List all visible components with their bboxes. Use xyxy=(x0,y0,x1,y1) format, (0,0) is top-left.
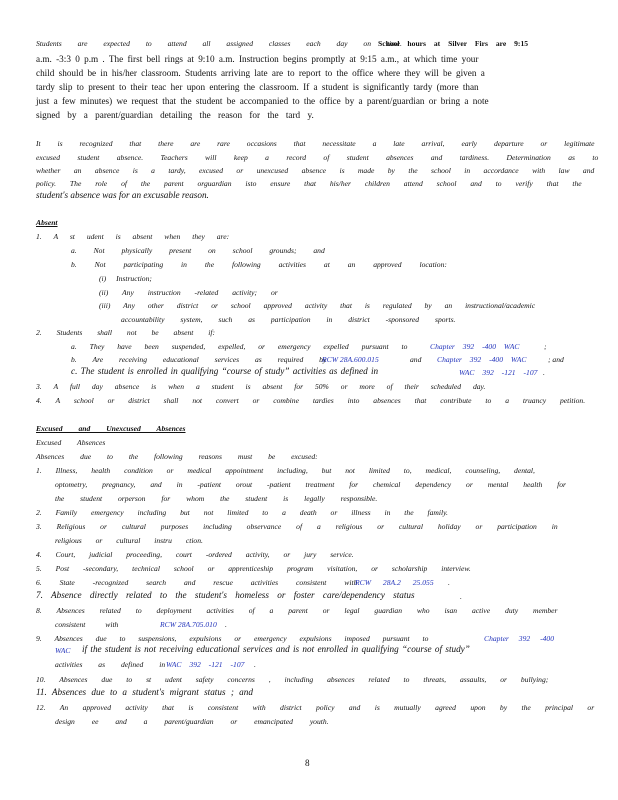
absent-item-2c: c. The student is enrolled in qualifying “course of study” activities as defined in xyxy=(71,366,379,376)
excused-item-9-period: . xyxy=(254,660,256,669)
absent-item-1b: b. Not participating in the following activities at an approved location: xyxy=(71,260,447,269)
absent-item-1b-iii: (iii) Any other district or school approved activity that is regulated by an instructional/academic xyxy=(99,301,536,310)
page-number: 8 xyxy=(305,758,310,768)
excused-subheading: Excused Absences xyxy=(36,438,106,447)
excused-item-12: 12. An approved activity that is consistent with district policy and is mutually agreed upon by the principal or xyxy=(36,703,595,712)
link-wac-392-121-107-b[interactable]: WAC 392 -121 -107 xyxy=(166,660,245,669)
excused-item-6-period: . xyxy=(448,578,450,587)
para2-line-3: whether an absence is a tardy, excused or unexcused absence is made by the school in accordance with law and xyxy=(36,166,595,175)
absent-item-2a: a. They have been suspended, expelled, or emergency expelled pursuant to xyxy=(71,342,408,351)
excused-item-6: 6. State -recognized search and rescue activities consistent with xyxy=(36,578,358,587)
excused-item-9-cont-2: activities as defined in xyxy=(55,660,166,669)
para2-line-4: policy. The role of the parent orguardian isto ensure that his/her children attend school and to verify that the xyxy=(36,179,582,188)
link-chapter-392-400-a[interactable]: Chapter 392 -400 WAC xyxy=(430,342,520,351)
excused-item-1-cont-1: optometry, pregnancy, and in -patient orout -patient treatment for chemical dependency or mental health for xyxy=(55,480,566,489)
excused-item-8-cont: consistent with xyxy=(55,620,119,629)
link-rcw-28a-705-010[interactable]: RCW 28A.705.010 xyxy=(160,620,217,629)
excused-item-7-period: . xyxy=(460,592,462,601)
absent-item-1b-i: (i) Instruction; xyxy=(99,274,152,283)
para1-line-3: child should be in his/her classroom. Students arriving late are to report to the office where they will be given a xyxy=(36,68,485,78)
link-rcw-28a-600-015[interactable]: RCW 28A.600.015 xyxy=(322,355,379,364)
absent-item-2: 2. Students shall not be absent if: xyxy=(36,328,216,337)
absent-item-3: 3. A full day absence is when a student is absent for 50% or more of their scheduled day. xyxy=(36,382,486,391)
excused-item-5: 5. Post -secondary, technical school or apprenticeship program visitation, or scholarship interview. xyxy=(36,564,471,573)
absent-item-2b-suffix: ; and xyxy=(548,355,564,364)
excused-item-8: 8. Absences related to deployment activities of a parent or legal guardian who isan active duty member xyxy=(36,606,558,615)
absent-item-1a: a. Not physically present on school grounds; and xyxy=(71,246,325,255)
excused-heading: Excused and Unexcused Absences xyxy=(36,424,186,433)
school-hours-text: School hours at Silver Firs are 9:15 xyxy=(378,39,529,48)
excused-item-9-cont: if the student is not receiving educational services and is not enrolled in qualifying “course of study” xyxy=(82,644,470,654)
absent-item-1b-iii-cont: accountability system, such as participation in district -sponsored sports. xyxy=(121,315,456,324)
absent-heading: Absent xyxy=(36,218,58,227)
excused-item-1-cont-2: the student orperson for whom the student is legally responsible. xyxy=(55,494,378,503)
para1-line-5: just a few minutes) we request that the student be accompanied to the office by a parent/guardian or bring a note xyxy=(36,96,489,106)
para1-line-6: signed by a parent/guardian detailing the reason for the tard y. xyxy=(36,110,314,120)
link-chapter-392-400-b[interactable]: Chapter 392 -400 WAC xyxy=(437,355,527,364)
link-wac[interactable]: WAC xyxy=(55,646,71,655)
link-wac-392-121-107-a[interactable]: WAC 392 -121 -107 xyxy=(459,368,538,377)
link-chapter-392-400-c[interactable]: Chapter 392 -400 xyxy=(484,634,554,643)
para2-line-2: excused student absence. Teachers will keep a record of student absences and tardiness. Determination as to xyxy=(36,153,599,162)
para2-line-1: It is recognized that there are rare occasions that necessitate a late arrival, early departure or legitimate xyxy=(36,139,595,148)
excused-item-1: 1. Illness, health condition or medical appointment including, but not limited to, medical, counseling, dental, xyxy=(36,466,535,475)
excused-item-3-cont: religious or cultural instru ction. xyxy=(55,536,203,545)
para2-line-5: student's absence was for an excusable reason. xyxy=(36,190,209,200)
para1-line-1a: Students are expected to attend all assigned classes each day on time. xyxy=(36,39,402,48)
absent-item-4: 4. A school or district shall not convert or combine tardies into absences that contribute to a truancy petition. xyxy=(36,396,586,405)
excused-item-8-period: . xyxy=(225,620,227,629)
excused-item-10: 10. Absences due to st udent safety concerns , including absences related to threats, assaults, or bullying; xyxy=(36,675,549,684)
excused-item-7: 7. Absence directly related to the student's homeless or foster care/dependency status xyxy=(36,590,415,600)
excused-item-12-cont: design ee and a parent/guardian or emancipated youth. xyxy=(55,717,329,726)
absent-item-2c-suffix: . xyxy=(543,368,545,377)
excused-item-2: 2. Family emergency including but not limited to a death or illness in the family. xyxy=(36,508,448,517)
absent-item-2a-suffix: ; xyxy=(544,342,547,351)
excused-item-9: 9. Absences due to suspensions, expulsions or emergency expulsions imposed pursuant to xyxy=(36,634,429,643)
excused-intro: Absences due to the following reasons must be excused: xyxy=(36,452,318,461)
para1-line-4: tardy slip to present to their teac her upon entering the classroom. If a student is significantly tardy (more than xyxy=(36,82,479,92)
absent-item-2b: b. Are receiving educational services as required by xyxy=(71,355,327,364)
excused-item-3: 3. Religious or cultural purposes including observance of a religious or cultural holiday or participation in xyxy=(36,522,558,531)
absent-item-2b-and: and xyxy=(410,355,422,364)
excused-item-11: 11. Absences due to a student's migrant status ; and xyxy=(36,687,253,697)
para1-line-2: a.m. -3:3 0 p.m . The first bell rings at 9:10 a.m. Instruction begins promptly at 9:15 a.m., at which time your xyxy=(36,54,479,64)
link-rcw-28a-225-055[interactable]: RCW 28A.2 25.055 xyxy=(355,578,434,587)
excused-item-4: 4. Court, judicial proceeding, court -ordered activity, or jury service. xyxy=(36,550,354,559)
absent-item-1b-ii: (ii) Any instruction -related activity; or xyxy=(99,288,278,297)
absent-item-1: 1. A st udent is absent when they are: xyxy=(36,232,230,241)
